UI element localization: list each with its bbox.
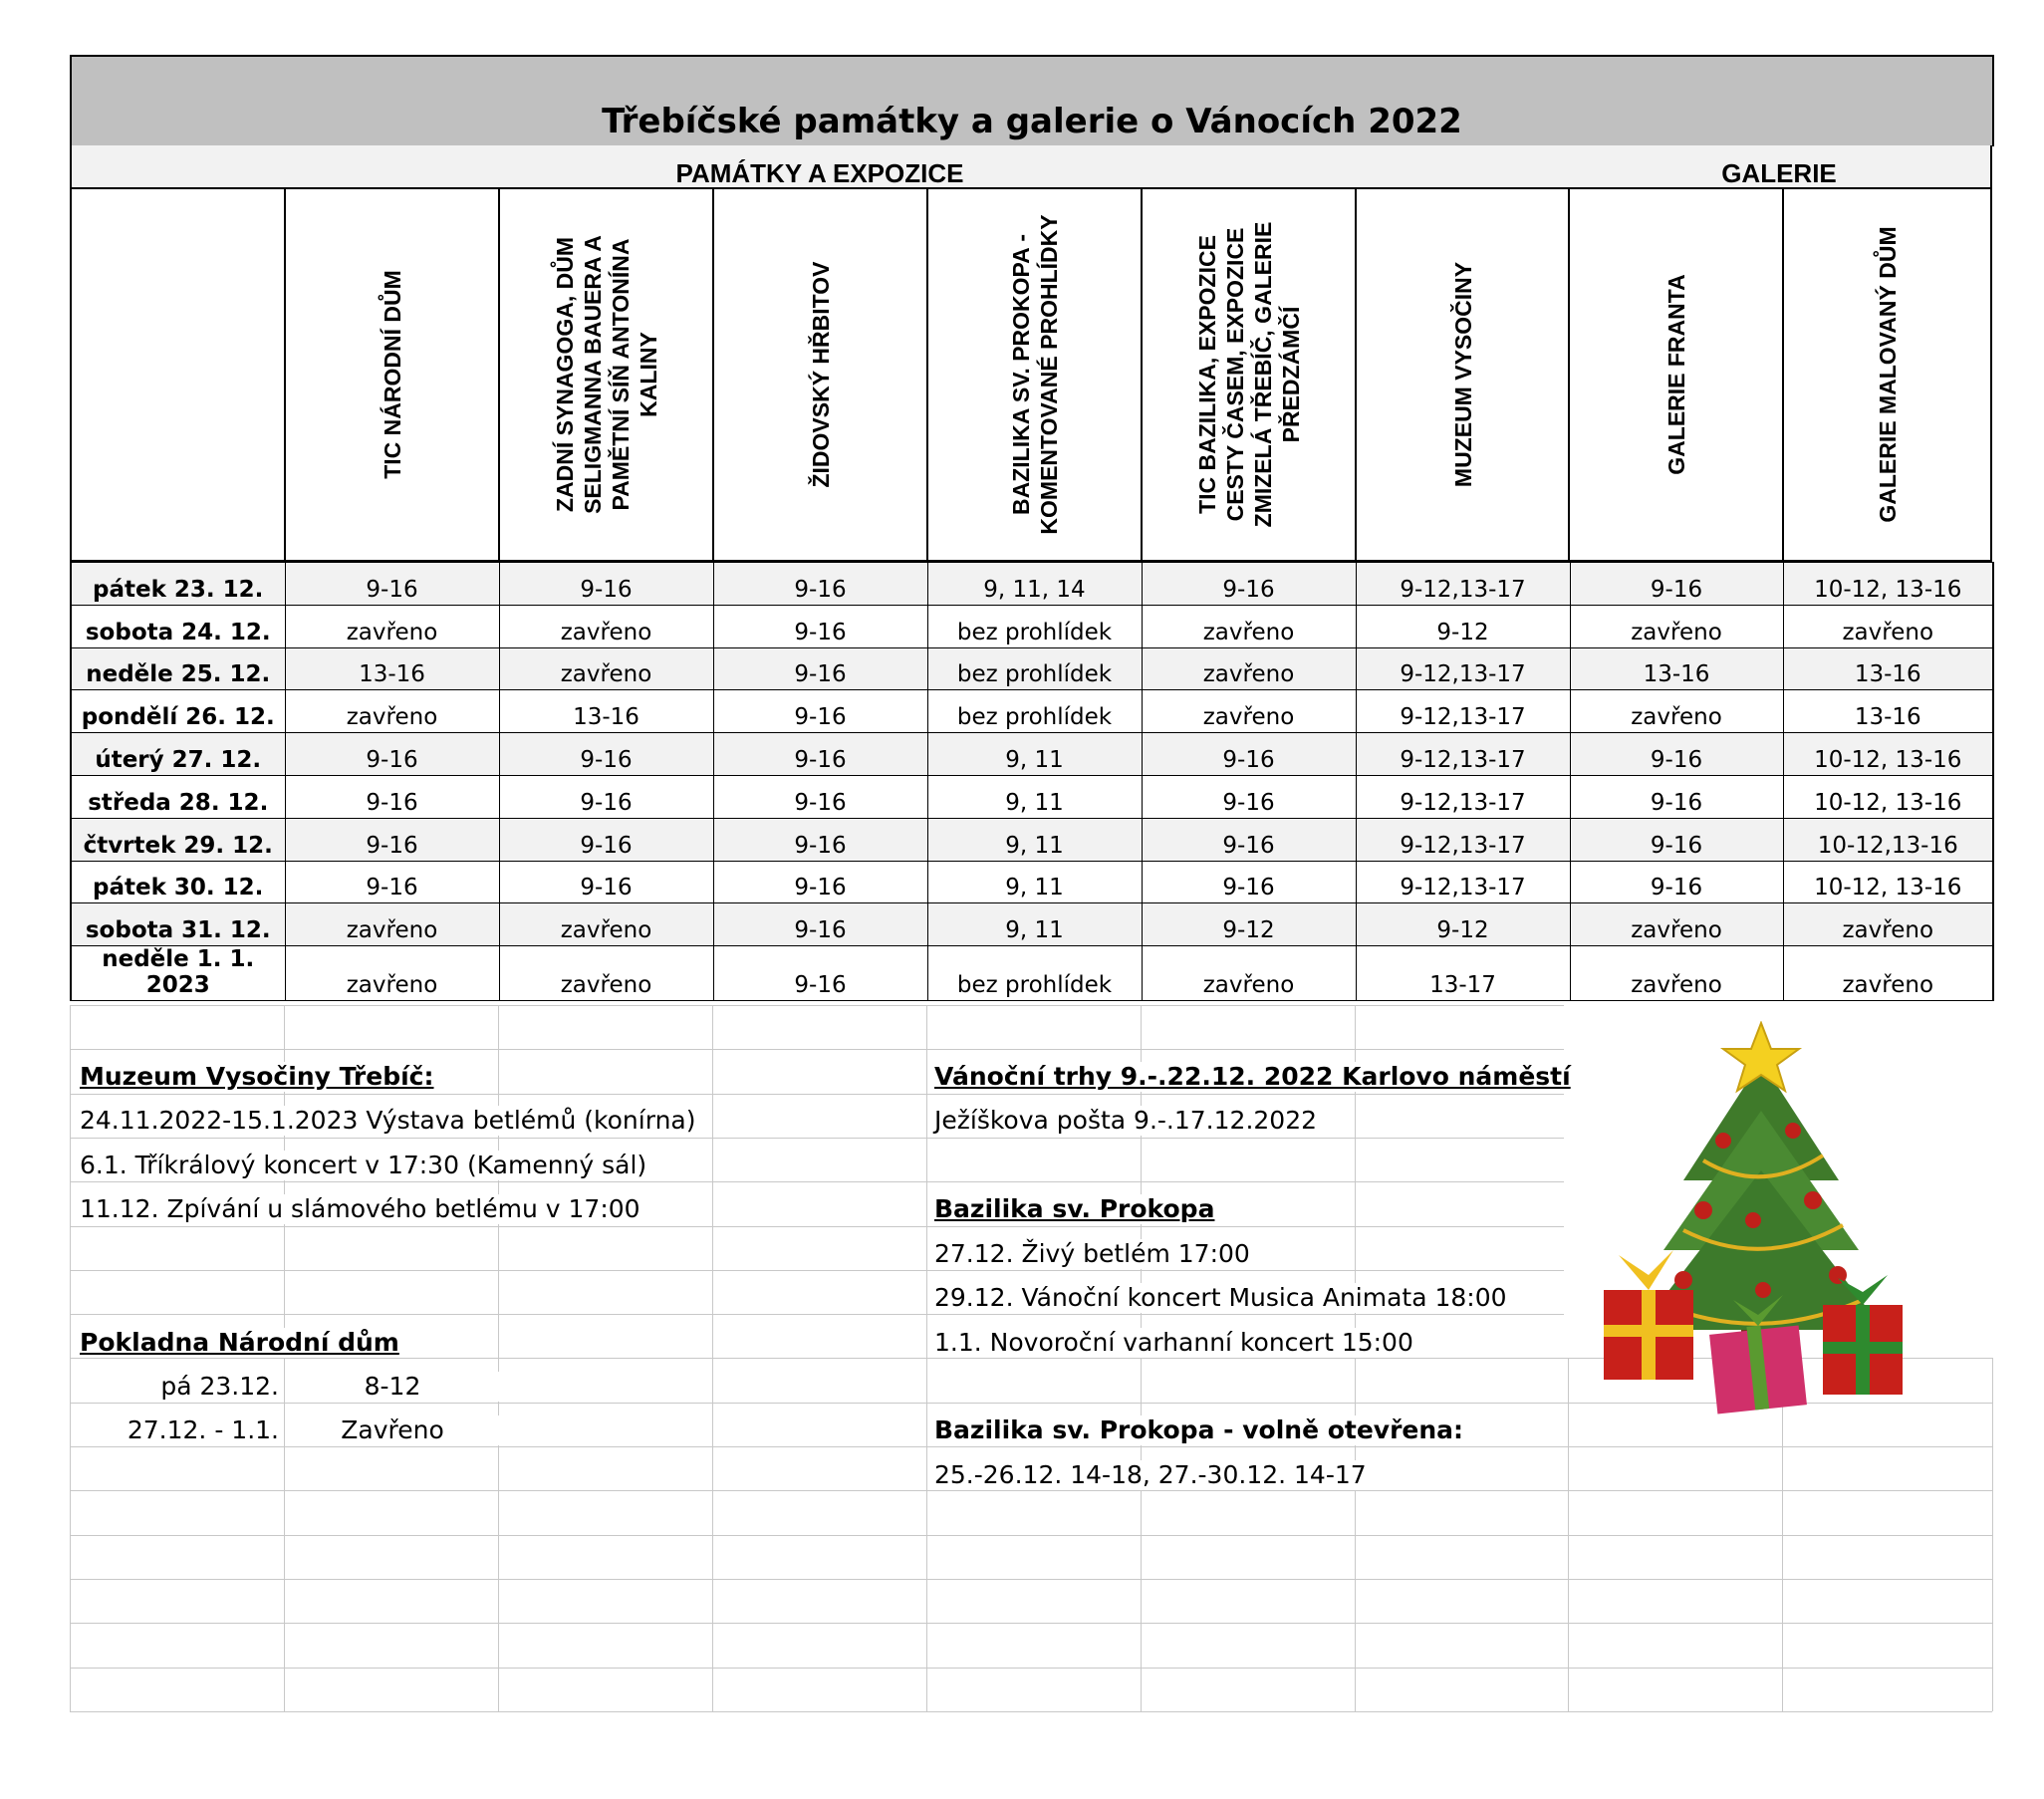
day-cell: středa 28. 12. bbox=[71, 775, 285, 818]
gridline bbox=[70, 1668, 1992, 1669]
hours-cell: 9-16 bbox=[713, 647, 927, 690]
hours-cell: 9, 11 bbox=[927, 861, 1142, 903]
table-row bbox=[71, 563, 1993, 606]
table-row bbox=[71, 605, 1993, 647]
hours-cell: 9-16 bbox=[499, 861, 713, 903]
hours-cell: 9, 11 bbox=[927, 775, 1142, 818]
column-header: TIC NÁRODNÍ DŮM bbox=[284, 189, 498, 560]
hours-cell: zavřeno bbox=[1142, 647, 1356, 690]
gridline bbox=[70, 1049, 1564, 1050]
hours-cell: 9-16 bbox=[285, 563, 499, 606]
day-cell: pátek 30. 12. bbox=[71, 861, 285, 903]
hours-cell: 9-16 bbox=[713, 775, 927, 818]
header-corner bbox=[70, 189, 284, 560]
hours-cell: 9-16 bbox=[285, 733, 499, 776]
hours-cell: 9-16 bbox=[1142, 733, 1356, 776]
hours-cell: zavřeno bbox=[1142, 690, 1356, 733]
muzeum-item: 6.1. Tříkrálový koncert v 17:30 (Kamenný sál) bbox=[80, 1151, 647, 1179]
hours-cell: 9-16 bbox=[1142, 818, 1356, 861]
muzeum-item: 11.12. Zpívání u slámového betlému v 17:00 bbox=[80, 1194, 640, 1223]
hours-cell: 13-16 bbox=[1570, 647, 1783, 690]
table-row bbox=[71, 861, 1993, 903]
christmas-tree-icon bbox=[1594, 1021, 1932, 1419]
column-header: ZADNÍ SYNAGOGA, DŮM SELIGMANNA BAUERA A PAMĚTNÍ SÍŇ ANTONÍNA KALINY bbox=[498, 189, 712, 560]
hours-cell: zavřeno bbox=[1570, 690, 1783, 733]
bazilika-item: 1.1. Novoroční varhanní koncert 15:00 bbox=[934, 1328, 1413, 1357]
title-band bbox=[70, 55, 1994, 146]
hours-cell: 13-17 bbox=[1356, 946, 1570, 1001]
gridline bbox=[70, 1446, 1992, 1447]
gridline bbox=[70, 1005, 71, 1711]
hours-cell: 9-16 bbox=[499, 733, 713, 776]
day-cell: pondělí 26. 12. bbox=[71, 690, 285, 733]
column-header: MUZEUM VYSOČINY bbox=[1355, 189, 1569, 560]
hours-cell: bez prohlídek bbox=[927, 605, 1142, 647]
section-galerie: GALERIE bbox=[1568, 145, 1992, 189]
pokladna-value: 8-12 bbox=[287, 1372, 500, 1402]
hours-cell: 9, 11 bbox=[927, 903, 1142, 946]
hours-cell: 9-16 bbox=[499, 818, 713, 861]
hours-cell: 9-12 bbox=[1356, 605, 1570, 647]
hours-cell: 13-16 bbox=[1783, 690, 1993, 733]
bazilika-item: 29.12. Vánoční koncert Musica Animata 18:00 bbox=[934, 1283, 1507, 1312]
hours-cell: 9-16 bbox=[285, 775, 499, 818]
gridline bbox=[70, 1711, 1992, 1712]
hours-cell: zavřeno bbox=[285, 605, 499, 647]
gridline bbox=[70, 1094, 1564, 1095]
hours-cell: 9-16 bbox=[1142, 861, 1356, 903]
day-cell: sobota 31. 12. bbox=[71, 903, 285, 946]
bazilika-item: 27.12. Živý betlém 17:00 bbox=[934, 1239, 1250, 1268]
gridline bbox=[70, 1314, 1564, 1315]
hours-cell: 9-12 bbox=[1356, 903, 1570, 946]
hours-cell: 9-16 bbox=[713, 946, 927, 1001]
hours-cell: 9-16 bbox=[499, 563, 713, 606]
gridline bbox=[712, 1005, 713, 1711]
bazilika-heading: Bazilika sv. Prokopa bbox=[934, 1194, 1215, 1223]
gridline bbox=[70, 1226, 1564, 1227]
hours-cell: 9-16 bbox=[1142, 563, 1356, 606]
hours-cell: 9-16 bbox=[1570, 818, 1783, 861]
gridline bbox=[70, 1138, 1564, 1139]
day-cell: úterý 27. 12. bbox=[71, 733, 285, 776]
table-row bbox=[71, 818, 1993, 861]
column-header: GALERIE MALOVANÝ DŮM bbox=[1782, 189, 1992, 560]
muzeum-item: 24.11.2022-15.1.2023 Výstava betlémů (konírna) bbox=[80, 1106, 696, 1135]
hours-cell: 13-16 bbox=[499, 690, 713, 733]
pokladna-value: Zavřeno bbox=[287, 1415, 500, 1445]
hours-cell: zavřeno bbox=[1142, 946, 1356, 1001]
day-cell: sobota 24. 12. bbox=[71, 605, 285, 647]
muzeum-heading: Muzeum Vysočiny Třebíč: bbox=[80, 1062, 434, 1091]
hours-cell: 9, 11, 14 bbox=[927, 563, 1142, 606]
hours-cell: 9-12,13-17 bbox=[1356, 647, 1570, 690]
column-header: BAZILIKA SV. PROKOPA - KOMENTOVANÉ PROHLÍDKY bbox=[926, 189, 1141, 560]
day-cell: neděle 25. 12. bbox=[71, 647, 285, 690]
hours-cell: zavřeno bbox=[285, 946, 499, 1001]
day-cell: pátek 23. 12. bbox=[71, 563, 285, 606]
hours-cell: 9-16 bbox=[713, 903, 927, 946]
hours-cell: 9-16 bbox=[1142, 775, 1356, 818]
table-row bbox=[71, 946, 1993, 1001]
hours-cell: 10-12, 13-16 bbox=[1783, 775, 1993, 818]
hours-cell: 10-12, 13-16 bbox=[1783, 861, 1993, 903]
hours-cell: 9-16 bbox=[1570, 563, 1783, 606]
day-cell: čtvrtek 29. 12. bbox=[71, 818, 285, 861]
gridline bbox=[1355, 1005, 1356, 1711]
hours-cell: 9-16 bbox=[713, 690, 927, 733]
hours-cell: 9-16 bbox=[499, 775, 713, 818]
hours-cell: zavřeno bbox=[499, 946, 713, 1001]
column-header: ŽIDOVSKÝ HŘBITOV bbox=[712, 189, 926, 560]
hours-cell: 9-12 bbox=[1142, 903, 1356, 946]
table-row bbox=[71, 690, 1993, 733]
table-row bbox=[71, 733, 1993, 776]
hours-cell: 9-16 bbox=[713, 818, 927, 861]
hours-cell: bez prohlídek bbox=[927, 690, 1142, 733]
hours-cell: 9-12,13-17 bbox=[1356, 733, 1570, 776]
table-row bbox=[71, 775, 1993, 818]
hours-cell: 9-12,13-17 bbox=[1356, 690, 1570, 733]
table-row bbox=[71, 903, 1993, 946]
hours-cell: 9-12,13-17 bbox=[1356, 818, 1570, 861]
hours-cell: 9-16 bbox=[713, 861, 927, 903]
column-headers bbox=[70, 189, 1992, 560]
hours-cell: zavřeno bbox=[1570, 903, 1783, 946]
hours-cell: bez prohlídek bbox=[927, 946, 1142, 1001]
hours-cell: zavřeno bbox=[499, 903, 713, 946]
hours-cell: bez prohlídek bbox=[927, 647, 1142, 690]
hours-cell: 9-16 bbox=[285, 861, 499, 903]
column-header: TIC BAZILIKA, EXPOZICE CESTY ČASEM, EXPOZICE ZMIZELÁ TŘEBÍČ, GALERIE PŘEDZÁMČÍ bbox=[1141, 189, 1355, 560]
hours-cell: 9-16 bbox=[713, 733, 927, 776]
hours-cell: zavřeno bbox=[1142, 605, 1356, 647]
hours-cell: 10-12, 13-16 bbox=[1783, 563, 1993, 606]
hours-cell: 9-16 bbox=[713, 605, 927, 647]
gridline bbox=[70, 1005, 1564, 1006]
schedule-table bbox=[70, 562, 1994, 1001]
pokladna-heading: Pokladna Národní dům bbox=[80, 1328, 399, 1357]
gridline bbox=[1992, 1358, 1993, 1710]
hours-cell: 9-16 bbox=[1570, 775, 1783, 818]
hours-cell: zavřeno bbox=[1783, 946, 1993, 1001]
hours-cell: zavřeno bbox=[1570, 946, 1783, 1001]
hours-cell: 9-16 bbox=[713, 563, 927, 606]
gridline bbox=[70, 1270, 1564, 1271]
hours-cell: zavřeno bbox=[1783, 605, 1993, 647]
bazilika-open-item: 25.-26.12. 14-18, 27.-30.12. 14-17 bbox=[934, 1460, 1367, 1489]
hours-cell: 9-16 bbox=[285, 818, 499, 861]
pokladna-label: 27.12. - 1.1. bbox=[80, 1415, 281, 1445]
hours-cell: zavřeno bbox=[499, 647, 713, 690]
trhy-heading: Vánoční trhy 9.-.22.12. 2022 Karlovo náměstí bbox=[934, 1062, 1571, 1091]
hours-cell: zavřeno bbox=[499, 605, 713, 647]
column-header: GALERIE FRANTA bbox=[1568, 189, 1782, 560]
hours-cell: 10-12, 13-16 bbox=[1783, 733, 1993, 776]
hours-cell: zavřeno bbox=[285, 690, 499, 733]
hours-cell: zavřeno bbox=[1570, 605, 1783, 647]
gridline bbox=[70, 1490, 1992, 1491]
pokladna-label: pá 23.12. bbox=[80, 1372, 281, 1402]
hours-cell: zavřeno bbox=[285, 903, 499, 946]
gridline bbox=[70, 1579, 1992, 1580]
bazilika-open-heading: Bazilika sv. Prokopa - volně otevřena: bbox=[934, 1415, 1464, 1444]
hours-cell: 9-16 bbox=[1570, 861, 1783, 903]
gridline bbox=[926, 1005, 927, 1711]
hours-cell: 10-12,13-16 bbox=[1783, 818, 1993, 861]
hours-cell: 13-16 bbox=[285, 647, 499, 690]
hours-cell: 9, 11 bbox=[927, 733, 1142, 776]
gridline bbox=[70, 1623, 1992, 1624]
hours-cell: zavřeno bbox=[1783, 903, 1993, 946]
hours-cell: 9, 11 bbox=[927, 818, 1142, 861]
table-row bbox=[71, 647, 1993, 690]
gridline bbox=[70, 1181, 1564, 1182]
hours-cell: 13-16 bbox=[1783, 647, 1993, 690]
section-pamatky: PAMÁTKY A EXPOZICE bbox=[70, 145, 1570, 189]
hours-cell: 9-16 bbox=[1570, 733, 1783, 776]
trhy-item: Ježíškova pošta 9.-.17.12.2022 bbox=[934, 1106, 1318, 1135]
day-cell: neděle 1. 1. 2023 bbox=[71, 946, 285, 1001]
hours-cell: 9-12,13-17 bbox=[1356, 861, 1570, 903]
hours-cell: 9-12,13-17 bbox=[1356, 563, 1570, 606]
gridline bbox=[70, 1535, 1992, 1536]
hours-cell: 9-12,13-17 bbox=[1356, 775, 1570, 818]
gridline bbox=[1568, 1358, 1569, 1710]
page-title: Třebíčské památky a galerie o Vánocích 2022 bbox=[602, 102, 1462, 141]
